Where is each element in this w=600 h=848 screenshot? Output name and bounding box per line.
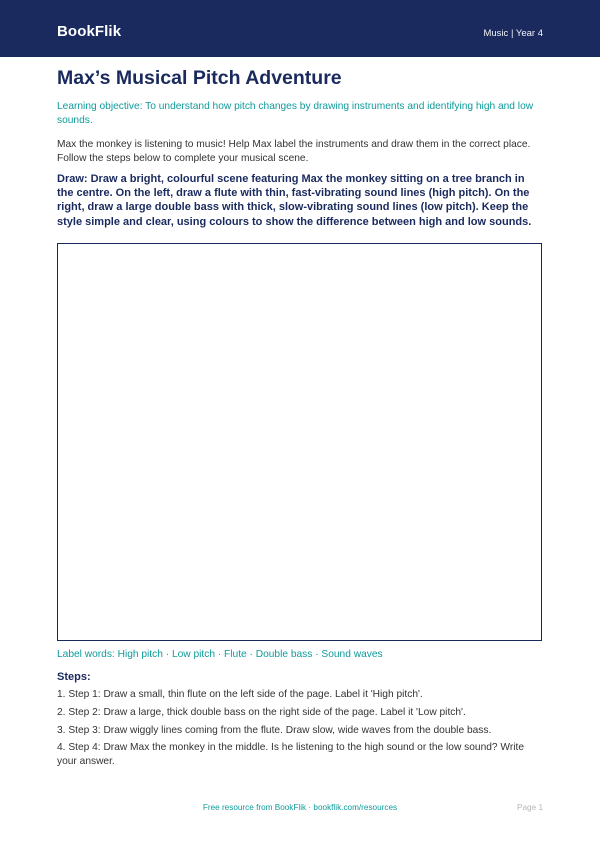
page-number: Page 1: [517, 803, 543, 812]
page-title: Max’s Musical Pitch Adventure: [57, 67, 342, 89]
steps-list: [57, 688, 543, 773]
footer-resource-link[interactable]: Free resource from BookFlik · bookflik.com/resources: [202, 803, 398, 812]
subject-year-separator: |: [510, 28, 514, 39]
year-label: Year 4: [515, 28, 543, 39]
step-item-2: 2. Step 2: Draw a large, thick double bass on the right side of the page. Label it 'Low pitch'.: [57, 706, 466, 718]
step-item-3: 3. Step 3: Draw wiggly lines coming from the flute. Draw slow, wide waves from the double bass.: [57, 724, 492, 736]
learning-objective: Learning objective: To understand how pitch changes by drawing instruments and identifying high and low sounds.: [57, 101, 534, 126]
subject-year-label: [483, 28, 543, 40]
draw-instructions: Draw: Draw a bright, colourful scene featuring Max the monkey sitting on a tree branch in the centre. On the left, draw a flute with thin, fast-vibrating sound lines (high pitch). On the right, draw a large double bass with thick, slow-vibrating sound lines (low pitch). Keep the style simple and clear, using colours to show the difference between high and low sounds.: [57, 173, 532, 228]
step-item-4: 4. Step 4: Draw Max the monkey in the middle. Is he listening to the high sound or the low sound? Write your answer.: [57, 742, 524, 768]
drawing-area[interactable]: [57, 243, 542, 641]
steps-heading: Steps:: [57, 671, 91, 683]
top-header-bar: [0, 0, 600, 57]
intro-paragraph: Max the monkey is listening to music! Help Max label the instruments and draw them in the correct place. Follow the steps below to complete your musical scene.: [57, 139, 531, 164]
brand-logo-text: BookFlik: [57, 23, 122, 40]
step-item-1: 1. Step 1: Draw a small, thin flute on the left side of the page. Label it 'High pitch'.: [57, 689, 423, 700]
subject-label: Music: [483, 28, 509, 39]
label-words: Label words: High pitch · Low pitch · Flute · Double bass · Sound waves: [57, 649, 383, 660]
